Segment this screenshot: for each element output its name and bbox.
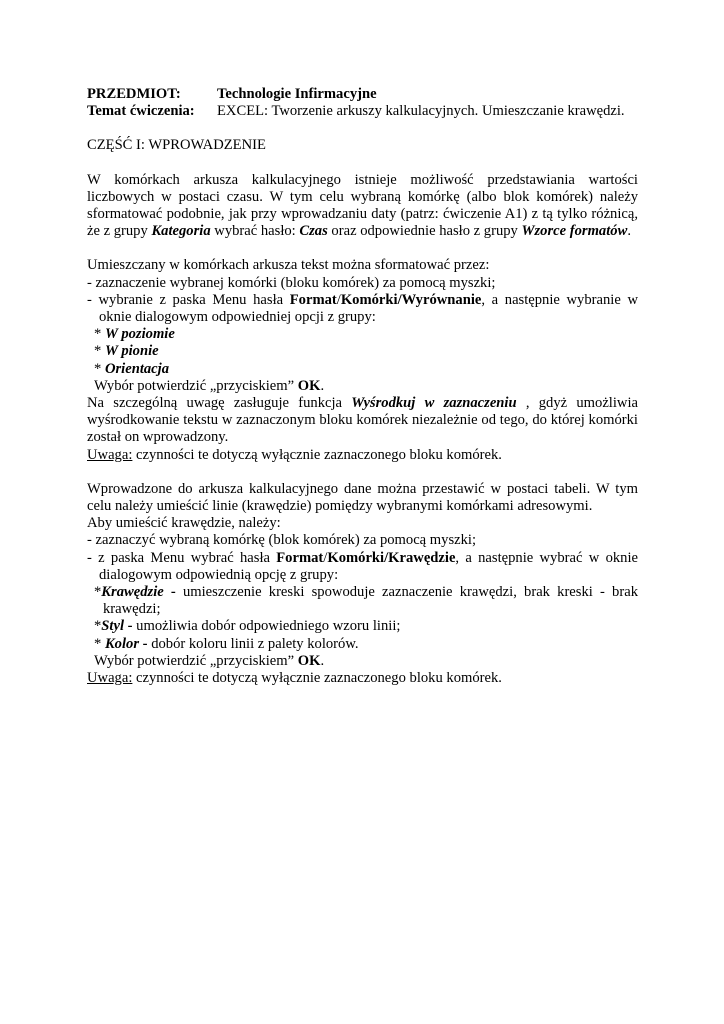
option-orientacja: Orientacja [104, 360, 170, 377]
paragraph-center-function [87, 395, 638, 447]
note-line [87, 670, 638, 687]
dash: - [124, 618, 137, 635]
topic-row [87, 103, 638, 120]
bullet-star: * [94, 635, 105, 652]
text-run: W komórkach arkusza kalkulacyjnego istnieje możliwość przedstawiania wartości liczbowych w postaci czasu. W tym celu wybraną komórkę (albo blok komórek) należy sformatować podobnie, jak przy wprowadzaniu daty (patrz: ćwiczenie A1) z tą tylko różnicą, że z grupy [87, 171, 638, 240]
option-krawedzie: Krawędzie [101, 584, 164, 601]
text-run: . [320, 377, 325, 394]
text-run: . [320, 652, 325, 669]
bullet-star: * [94, 326, 105, 343]
topic-label: Temat ćwiczenia: [87, 103, 195, 120]
text-run: / [323, 549, 328, 566]
option-item [87, 584, 638, 618]
ok-term: OK [297, 652, 321, 669]
menu-term-format: Format [276, 549, 324, 566]
bullet-star: * [94, 618, 102, 635]
option-w-pionie: W pionie [104, 343, 159, 360]
option-w-poziomie: W poziomie [104, 326, 175, 343]
text-run: wybrać hasło: [210, 223, 300, 240]
option-description: umożliwia dobór odpowiedniego wzoru linii; [136, 618, 401, 635]
option-item [87, 326, 638, 343]
section-title: CZĘŚĆ I: WPROWADZENIE [87, 137, 266, 154]
list-item [87, 550, 638, 584]
subject-value: Technologie Infirmacyjne [217, 86, 377, 102]
option-item [87, 636, 638, 653]
document-content [87, 86, 638, 687]
text-run: , a następnie wybrać w oknie dialogowym odpowiednią opcję z grupy: [99, 549, 638, 583]
text-run: - wybranie z paska Menu hasła [87, 291, 290, 308]
subject-row [87, 86, 638, 103]
menu-term-format: Format [289, 291, 337, 308]
ok-term: OK [297, 377, 321, 394]
list-item: - zaznaczenie wybranej komórki (bloku komórek) za pomocą myszki; [87, 274, 496, 291]
borders-lead: Aby umieścić krawędzie, należy: [87, 515, 281, 532]
bullet-star: * [94, 343, 105, 360]
term-wzorce-formatow: Wzorce formatów [521, 223, 628, 240]
term-wysrodkuj: Wyśrodkuj w zaznaczeniu [351, 395, 517, 412]
paragraph-borders-intro: Wprowadzone do arkusza kalkulacyjnego dane można przestawić w postaci tabeli. W tym celu należy umieścić linie (krawędzie) pomiędzy wybranymi komórkami adresowymi. [87, 480, 638, 515]
note-label: Uwaga: [87, 446, 133, 463]
text-run: , gdyż umożliwia wyśrodkowanie tekstu w zaznaczonym bloku komórek niezależnie od tego, do której komórki został on wprowadzony. [87, 395, 638, 446]
option-description: umieszczenie kreski spowoduje zaznaczenie krawędzi, brak kreski - brak krawędzi; [103, 584, 638, 618]
term-czas: Czas [299, 223, 328, 240]
text-run: Na szczególną uwagę zasługuje funkcja [87, 395, 352, 412]
list-item [87, 292, 638, 326]
confirm-line [87, 653, 638, 670]
option-kolor: Kolor [104, 635, 140, 652]
paragraph-time-format [87, 172, 638, 241]
text-run: Wybór potwierdzić „przyciskiem” [94, 377, 298, 394]
bullet-star: * [94, 584, 102, 601]
note-line [87, 447, 638, 464]
note-text: czynności te dotyczą wyłącznie zaznaczonego bloku komórek. [132, 446, 502, 463]
option-item [87, 618, 638, 635]
text-run: , a następnie wybranie w oknie dialogowym odpowiedniej opcji z grupy: [99, 291, 638, 326]
note-text: czynności te dotyczą wyłącznie zaznaczonego bloku komórek. [132, 670, 502, 687]
dash: - [139, 635, 152, 652]
text-run: oraz odpowiednie hasło z grupy [327, 223, 522, 240]
text-run: / [336, 291, 341, 308]
option-item [87, 361, 638, 378]
option-styl: Styl [101, 618, 124, 635]
bullet-star: * [94, 360, 105, 377]
note-label: Uwaga: [87, 670, 133, 687]
text-run: - z paska Menu wybrać hasła [87, 549, 277, 566]
dash: - [163, 584, 183, 601]
topic-value: EXCEL: Tworzenie arkuszy kalkulacyjnych. Umieszczanie krawędzi. [217, 103, 625, 120]
text-run: Wybór potwierdzić „przyciskiem” [94, 652, 298, 669]
menu-term-krawedzie: Komórki/Krawędzie [327, 549, 456, 566]
option-item [87, 343, 638, 360]
text-run: . [627, 223, 631, 240]
menu-term-wyrownanie: Komórki/Wyrównanie [340, 291, 482, 308]
list-item: - zaznaczyć wybraną komórkę (blok komórek) za pomocą myszki; [87, 532, 477, 549]
confirm-line [87, 378, 638, 395]
term-kategoria: Kategoria [151, 223, 211, 240]
subject-label: PRZEDMIOT: [87, 86, 181, 102]
alignment-intro: Umieszczany w komórkach arkusza tekst można sformatować przez: [87, 257, 490, 274]
option-description: dobór koloru linii z palety kolorów. [151, 635, 359, 652]
